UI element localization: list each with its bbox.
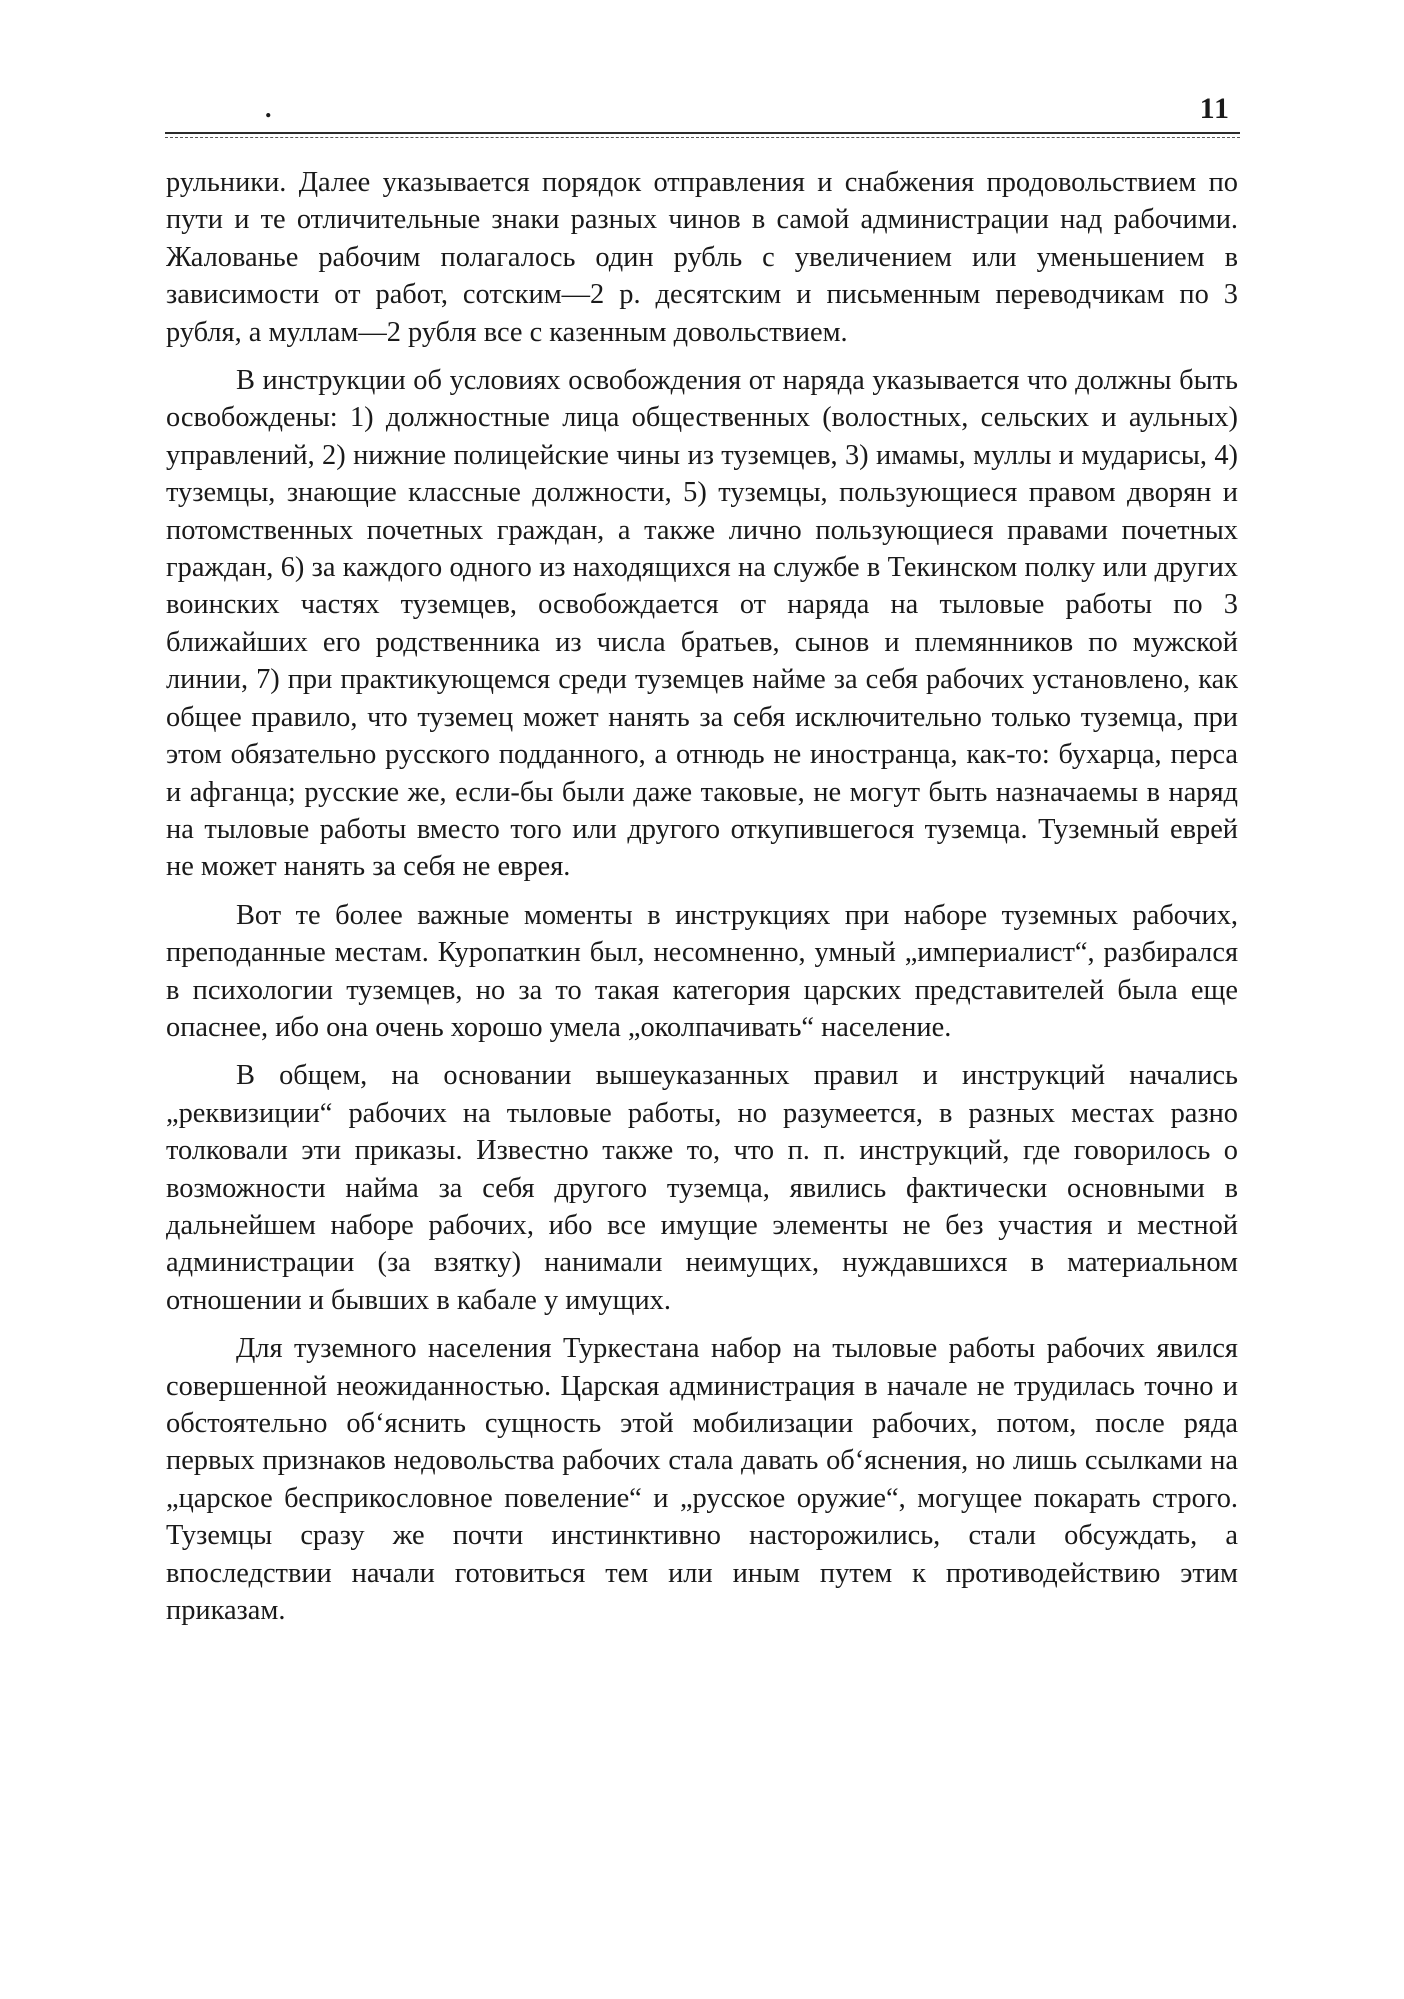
header-rule bbox=[165, 132, 1240, 134]
paragraph: В общем, на основании вышеуказанных правил и инструкций начались „реквизиции“ рабочих на тыловые работы, но разумеется, в разных местах разно толковали эти приказы. Известно также то, что п. п. инструкций, где говорилось о возможности найма за себя другого туземца, явились фактически основными в дальнейшем наборе рабочих, ибо все имущие элементы не без участия и местной администрации (за взятку) нанимали неимущих, нуждавшихся в материальном отношении и бывших в кабале у имущих. bbox=[166, 1060, 1238, 1316]
page-number: 11 bbox=[1199, 92, 1230, 125]
header-mark: . bbox=[265, 94, 272, 123]
page-header bbox=[165, 88, 1240, 140]
paragraph: рульники. Далее указывается порядок отправления и снабжения продовольствием по пути и те отличительные знаки разных чинов в самой администрации над рабочими. Жалованье рабочим полагалось один рубль с увеличением или уменьшением в зависимости от работ, сотским—2 р. десятским и письменным переводчикам по 3 рубля, а муллам—2 рубля все с казенным довольствием. bbox=[166, 167, 1238, 348]
header-rule-secondary bbox=[165, 137, 1240, 138]
paragraph: Для туземного населения Туркестана набор на тыловые работы рабочих явился совершенной неожиданностью. Царская администрация в начале не трудилась точно и обстоятельно об‘яснить сущность этой мобилизации рабочих, потом, после ряда первых признаков недовольства рабочих стала давать об‘яснения, но лишь ссылками на „царское бесприкословное повеление“ и „русское оружие“, могущее покарать строго. Туземцы сразу же почти инстинктивно насторожились, стали обсуждать, а впоследствии начали готовиться тем или иным путем к противодействию этим приказам. bbox=[166, 1333, 1238, 1627]
paragraph: В инструкции об условиях освобождения от наряда указывается что должны быть освобождены: 1) должностные лица общественных (волостных, сельских и аульных) управлений, 2) нижние полицейские чины из туземцев, 3) имамы, муллы и мударисы, 4) туземцы, знающие классные должности, 5) туземцы, пользующиеся правом дворян и потомственных почетных граждан, а также лично пользующиеся правами почетных граждан, 6) за каждого одного из находящихся на службе в Текинском полку или других воинских частях туземцев, освобождается от наряда на тыловые работы по 3 ближайших его родственника из числа братьев, сынов и племянников по мужской линии, 7) при практикующемся среди туземцев найме за себя рабочих установлено, как общее правило, что туземец может нанять за себя исключительно только туземца, при этом обязательно русского подданного, а отнюдь не иностранца, как-то: бухарца, перса и афганца; русские же, если-бы были даже таковые, не могут быть назначаемы в наряд на тыловые работы вместо того или другого откупившегося туземца. Туземный еврей не может нанять за себя не еврея. bbox=[166, 365, 1238, 883]
body-text bbox=[166, 164, 1238, 1640]
paragraph: Вот те более важные моменты в инструкциях при наборе туземных рабочих, преподанные местам. Куропаткин был, несомненно, умный „империалист“, разбирался в психологии туземцев, но за то такая категория царских представителей была еще опаснее, ибо она очень хорошо умела „околпачивать“ население. bbox=[166, 899, 1238, 1043]
